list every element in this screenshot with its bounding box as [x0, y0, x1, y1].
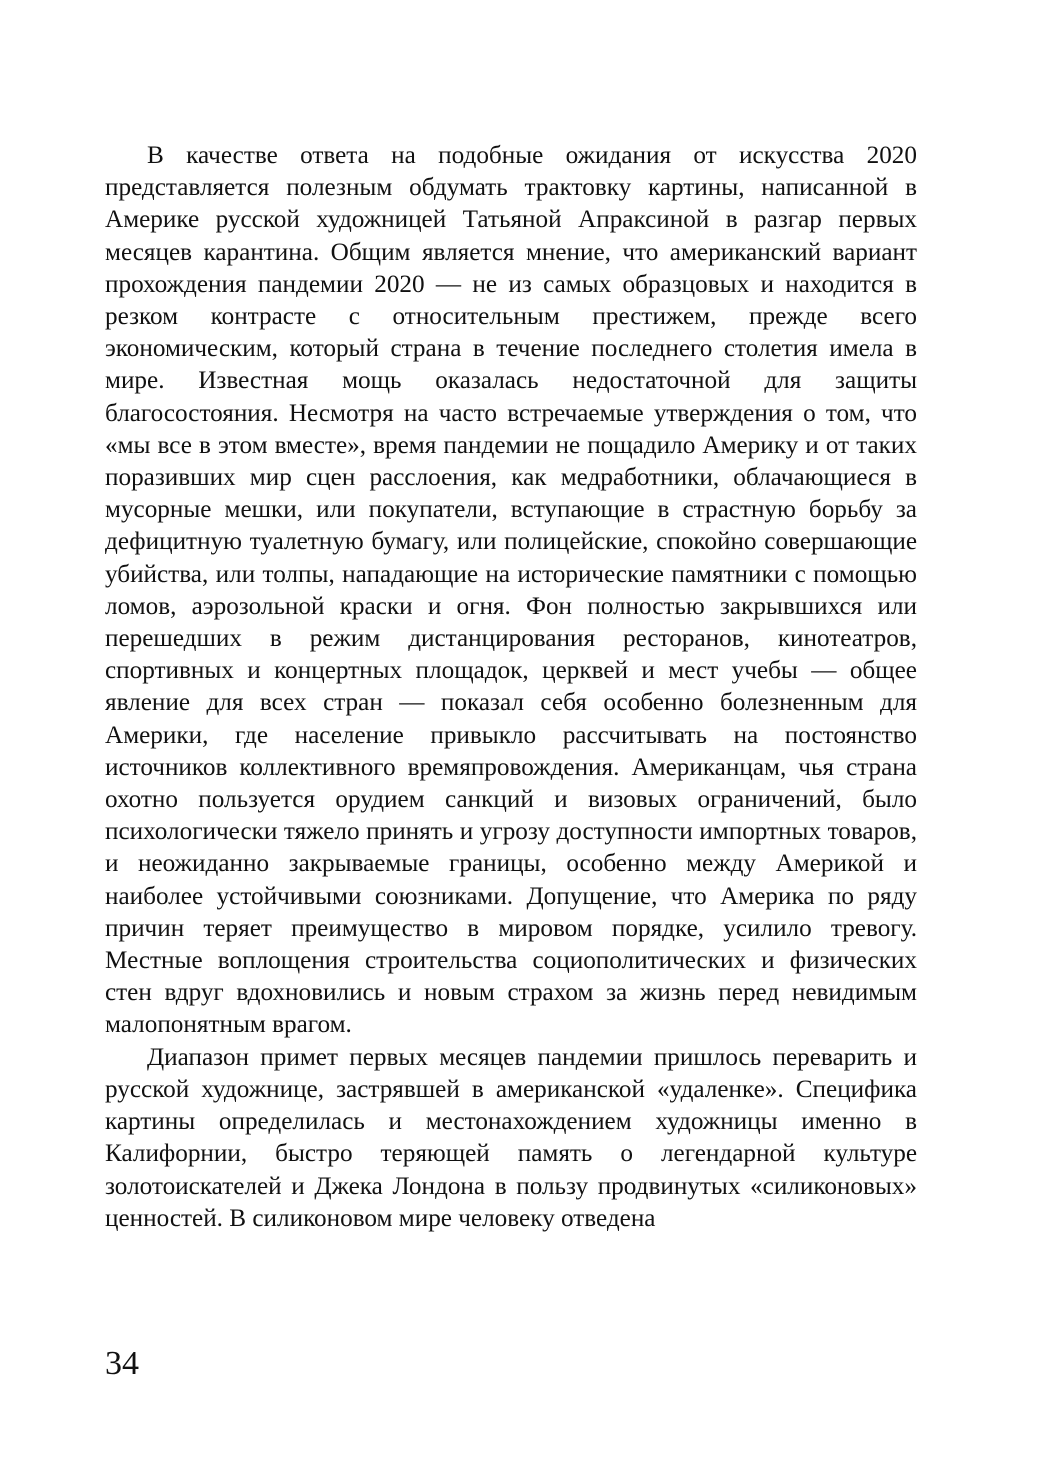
paragraph-2: Диапазон примет первых месяцев пандемии пришлось переварить и русской художнице, застрявшей в американской «удаленке». Специфика картины определилась и местонахождением художницы именно в Калифорнии, быстро теряющей память о легендарной культуре золотоискателей и Джека Лондона в пользу продвинутых «силиконовых» ценностей. В силиконовом мире человеку отведена	[105, 1043, 917, 1232]
body-text	[105, 140, 917, 1235]
paragraph-1: В качестве ответа на подобные ожидания от искусства 2020 представляется полезным обдумать трактовку картины, написанной в Америке русской художницей Татьяной Апраксиной в разгар первых месяцев карантина. Общим является мнение, что американский вариант прохождения пандемии 2020 — не из самых образцовых и находится в резком контрасте с относительным престижем, прежде всего экономическим, который страна в течение последнего столетия имела в мире. Известная мощь оказалась недостаточной для защиты благосостояния. Несмотря на часто встречаемые утверждения о том, что «мы все в этом вместе», время пандемии не пощадило Америку и от таких поразивших мир сцен расслоения, как медработники, облачающиеся в мусорные мешки, или покупатели, вступающие в страстную борьбу за дефицитную туалетную бумагу, или полицейские, спокойно совершающие убийства, или толпы, нападающие на исторические памятники с помощью ломов, аэрозольной краски и огня. Фон полностью закрывшихся или перешедших в режим дистанцирования ресторанов, кинотеатров, спортивных и концертных площадок, церквей и мест учебы — общее явление для всех стран — показал себя особенно болезненным для Америки, где население привыкло рассчитывать на постоянство источников коллективного времяпровождения. Американцам, чья страна охотно пользуется орудием санкций и визовых ограничений, было психологически тяжело принять и угрозу доступности импортных товаров, и неожиданно закрываемые границы, особенно между Америкой и наиболее устойчивыми союзниками. Допущение, что Америка по ряду причин теряет преимущество в мировом порядке, усилило тревогу. Местные воплощения строительства социополитических и физических стен вдруг вдохновились и новым страхом за жизнь перед невидимым малопонятным врагом.	[105, 142, 917, 1039]
page-number: 34	[105, 1345, 139, 1382]
